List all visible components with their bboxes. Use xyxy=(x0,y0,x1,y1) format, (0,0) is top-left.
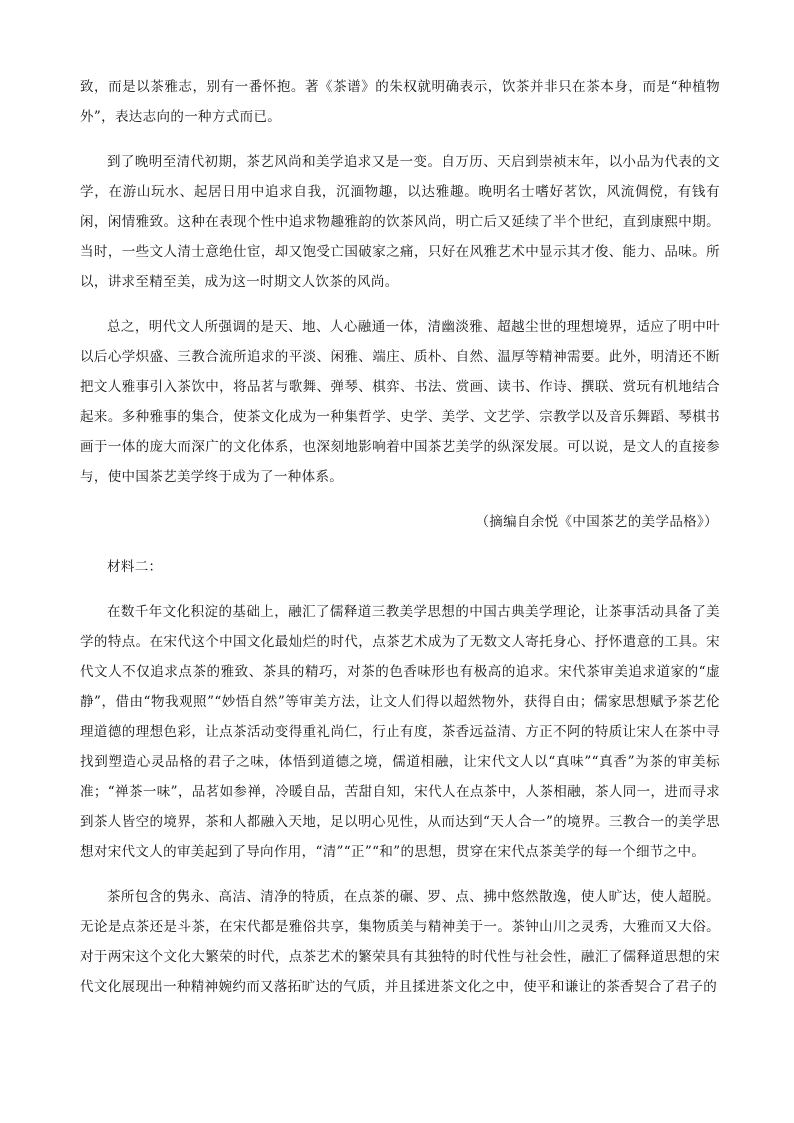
paragraph-gap xyxy=(80,297,720,312)
paragraph-summary: 总之，明代文人所强调的是天、地、人心融通一体，清幽淡雅、超越尘世的理想境界，适应了明中叶以后心学炽盛、三教合流所追求的平淡、闲雅、端庄、质朴、自然、温厚等精神需要。此外，明清还不断把文人雅事引入茶饮中，将品茗与歌舞、弹琴、棋弈、书法、赏画、读书、作诗、撰联、赏玩有机地结合起来。多种雅事的集合，使茶文化成为一种集哲学、史学、美学、文艺学、宗教学以及音乐舞蹈、琴棋书画于一体的庞大而深广的文化体系，也深刻地影响着中国茶艺美学的纵深发展。可以说，是文人的直接参与，使中国茶艺美学终于成为了一种体系。 xyxy=(80,319,720,485)
paragraph-continued: 致，而是以茶雅志，别有一番怀抱。著《茶谱》的朱权就明确表示，饮茶并非只在茶本身，而是“种植物外”，表达志向的一种方式而已。 xyxy=(80,79,720,125)
paragraph-song-aesthetics: 在数千年文化积淀的基础上，融汇了儒释道三教美学思想的中国古典美学理论，让茶事活动具备了美学的特点。在宋代这个中国文化最灿烂的时代，点茶艺术成为了无数文人寄托身心、抒怀遣意的工具。宋代文人不仅追求点茶的雅致、茶具的精巧，对茶的色香味形也有极高的追求。宋代茶审美追求道家的“虚静”，借由“物我观照”“妙悟自然”等审美方法，让文人们得以超然物外，获得自由；儒家思想赋予茶艺伦理道德的理想色彩，让点茶活动变得重礼尚仁，行止有度，茶香远益清、方正不阿的特质让宋人在茶中寻找到塑造心灵品格的君子之味，体悟到道德之境，儒道相融，让宋代文人以“真味”“真香”为茶的审美标准；“禅茶一味”，品茗如参禅，冷暖自品，苦甜自知，宋代人在点茶中，人茶相融，茶人同一，进而寻求到茶人皆空的境界，茶和人都融入天地，足以明心见性，从而达到“天人合一”的境界。三教合一的美学思想对宋代文人的审美起到了导向作用，“清”“正”“和”的思想，贯穿在宋代点茶美学的每一个细节之中。 xyxy=(80,604,720,860)
paragraph-gap xyxy=(80,132,720,147)
paragraph-tea-qualities: 茶所包含的隽永、高洁、清净的特质，在点茶的碾、罗、点、拂中悠然散逸，使人旷达，使人超脱。无论是点茶还是斗茶，在宋代都是雅俗共享，集物质美与精神美于一。茶钟山川之灵秀，大雅而又大俗。对于两宋这个文化大繁荣的时代，点茶艺术的繁荣具有其独特的时代性与社会性，融汇了儒释道思想的宋代文化展现出一种精神婉约而又落拓旷达的气质，并且揉进茶文化之中，使平和谦让的茶香契合了君子的 xyxy=(80,889,720,995)
document-page xyxy=(80,72,720,1002)
paragraph-late-ming: 到了晚明至清代初期，茶艺风尚和美学追求又是一变。自万历、天启到崇祯末年，以小品为代表的文学，在游山玩水、起居日用中追求自我，沉湎物趣，以达雅趣。晚明名士嗜好茗饮，风流倜傥，有钱有闲，闲情雅致。这种在表现个性中追求物趣雅韵的饮茶风尚，明亡后又延续了半个世纪，直到康熙中期。当时，一些文人清士意绝仕宦，却又饱受亡国破家之痛，只好在风雅艺术中显示其才俊、能力、品味。所以，讲求至精至美，成为这一时期文人饮茶的风尚。 xyxy=(80,154,720,290)
paragraph-gap xyxy=(80,537,720,552)
material-heading: 材料二： xyxy=(107,559,163,575)
paragraph-gap xyxy=(80,492,720,507)
paragraph-gap xyxy=(80,867,720,882)
source-citation: （摘编自余悦《中国茶艺的美学品格》） xyxy=(475,514,718,530)
paragraph-gap xyxy=(80,582,720,597)
